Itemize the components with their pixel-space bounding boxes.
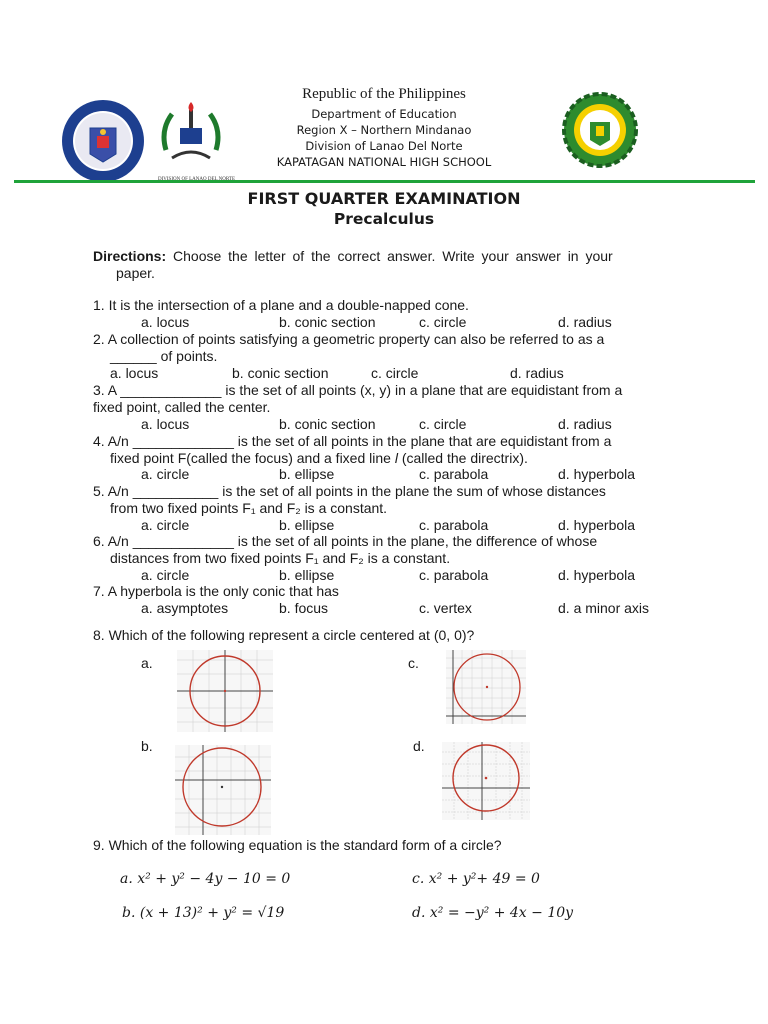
question-7: 7. A hyperbola is the only conic that has — [93, 583, 339, 599]
exam-subject: Precalculus — [333, 210, 435, 228]
q9-option-a: a. x² + y² − 4y − 10 = 0 — [120, 871, 291, 887]
q3-option-a: a. locus — [141, 416, 190, 432]
q8-label-d: d. — [413, 738, 425, 754]
directions — [93, 248, 675, 265]
directions-label: Directions: — [93, 248, 167, 264]
q9-option-b: b. (x + 13)² + y² = √19 — [122, 905, 285, 921]
q2-option-b: b. conic section — [232, 365, 329, 381]
q5-option-a: a. circle — [141, 517, 190, 533]
q1-option-b: b. conic section — [279, 314, 376, 330]
question-6: 6. A/n _____________ is the set of all points in the plane, the difference of whose — [93, 533, 598, 549]
q7-option-c: c. vertex — [419, 600, 472, 616]
department-line: Department of Education — [311, 107, 457, 121]
division-line: Division of Lanao Del Norte — [305, 139, 463, 153]
q4-option-a: a. circle — [141, 466, 190, 482]
header-divider — [14, 180, 755, 183]
q2-option-a: a. locus — [110, 365, 159, 381]
q8-label-a: a. — [141, 655, 153, 671]
q8-label-b: b. — [141, 738, 153, 754]
school-name: KAPATAGAN NATIONAL HIGH SCHOOL — [276, 155, 492, 169]
q7-option-a: a. asymptotes — [141, 600, 229, 616]
q1-option-a: a. locus — [141, 314, 190, 330]
exam-title: FIRST QUARTER EXAMINATION — [247, 189, 521, 208]
q4-option-b: b. ellipse — [279, 466, 335, 482]
question-5-cont: from two fixed points F₁ and F₂ is a constant. — [110, 500, 388, 516]
question-6-cont: distances from two fixed points F₁ and F₂ is a constant. — [110, 550, 451, 566]
q8-graph-c — [446, 650, 526, 724]
directions-text: Choose the letter of the correct answer. Write your answer in your — [166, 248, 613, 264]
question-2-cont: ______ of points. — [110, 348, 218, 364]
q8-graph-a — [177, 650, 273, 732]
q7-option-b: b. focus — [279, 600, 329, 616]
question-3: 3. A _____________ is the set of all points (x, y) in a plane that are equidistant from a — [93, 382, 623, 398]
question-5: 5. A/n ___________ is the set of all points in the plane the sum of whose distances — [93, 483, 606, 499]
question-4-line-symbol: l — [394, 450, 398, 466]
center-point — [485, 777, 488, 780]
region-line: Region X – Northern Mindanao — [296, 123, 472, 137]
q7-option-d: d. a minor axis — [558, 600, 650, 616]
q9-option-d: d. x² = −y² + 4x − 10y — [412, 905, 574, 921]
question-2: 2. A collection of points satisfying a geometric property can also be referred to as a — [93, 331, 605, 347]
q6-option-c: c. parabola — [419, 567, 489, 583]
question-4-cont-text-2: (called the directrix). — [397, 450, 528, 466]
q6-option-a: a. circle — [141, 567, 190, 583]
q3-option-d: d. radius — [558, 416, 612, 432]
q6-option-b: b. ellipse — [279, 567, 335, 583]
center-point — [224, 690, 226, 692]
q1-option-d: d. radius — [558, 314, 612, 330]
question-4: 4. A/n _____________ is the set of all points in the plane that are equidistant from a — [93, 433, 612, 449]
q5-option-d: d. hyperbola — [558, 517, 636, 533]
directions-text-2: paper. — [116, 265, 155, 281]
q5-option-c: c. parabola — [419, 517, 489, 533]
question-8: 8. Which of the following represent a circle centered at (0, 0)? — [93, 627, 475, 643]
q8-graph-b — [175, 745, 271, 835]
question-3-cont: fixed point, called the center. — [93, 399, 271, 415]
q2-option-c: c. circle — [371, 365, 419, 381]
center-point — [221, 786, 223, 788]
q9-option-c: c. x² + y²+ 49 = 0 — [412, 871, 540, 887]
q3-option-b: b. conic section — [279, 416, 376, 432]
q3-option-c: c. circle — [419, 416, 467, 432]
question-4-cont-text: fixed point F(called the focus) and a fixed line — [110, 450, 395, 466]
republic-line: Republic of the Philippines — [302, 86, 466, 102]
q4-option-d: d. hyperbola — [558, 466, 636, 482]
q5-option-b: b. ellipse — [279, 517, 335, 533]
q8-graph-d — [442, 742, 530, 820]
question-9: 9. Which of the following equation is the standard form of a circle? — [93, 837, 502, 853]
question-1: 1. It is the intersection of a plane and a double-napped cone. — [93, 297, 469, 313]
q4-option-c: c. parabola — [419, 466, 489, 482]
center-point — [486, 686, 488, 688]
q1-option-c: c. circle — [419, 314, 467, 330]
q8-label-c: c. — [408, 655, 419, 671]
q6-option-d: d. hyperbola — [558, 567, 636, 583]
question-4-cont — [110, 450, 528, 467]
q2-option-d: d. radius — [510, 365, 564, 381]
